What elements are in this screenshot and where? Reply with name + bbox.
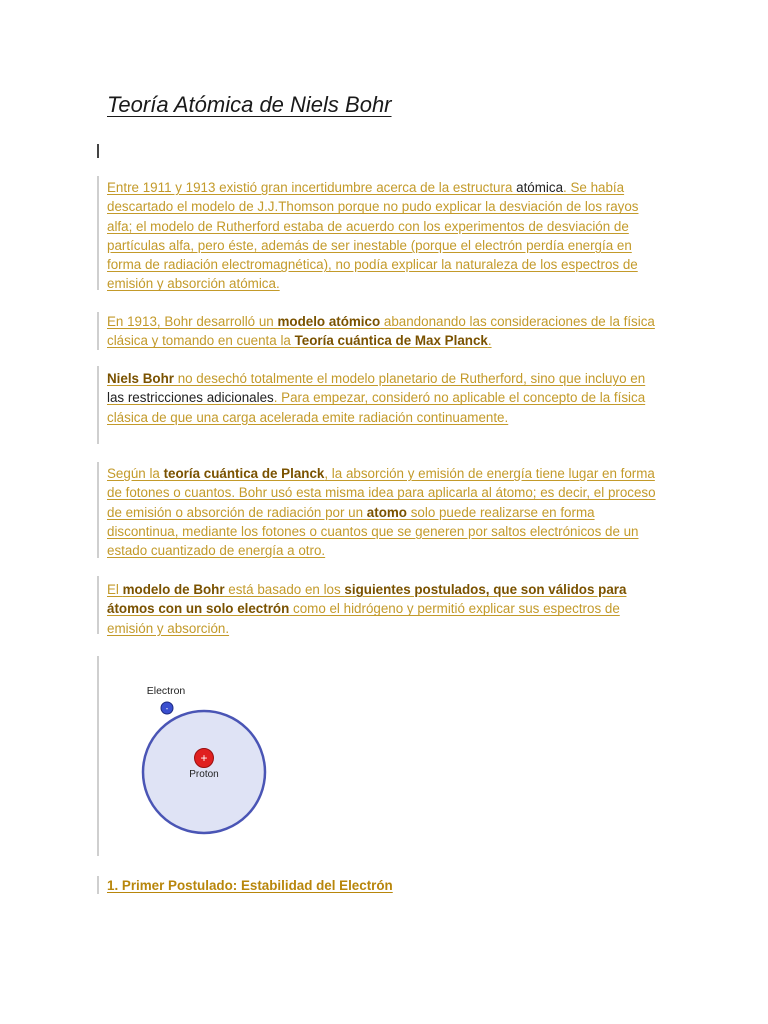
text: , la absorción y emisión de energía tiene lugar en forma de fotones o cuantos. Bohr usó esta misma idea para aplicarla al átomo; es decir, el proceso de emisión o absorción de radiación por un xyxy=(107,466,656,520)
proton-sign: + xyxy=(200,751,208,765)
text: El xyxy=(107,582,123,597)
paragraph-niels-bohr xyxy=(107,369,663,427)
page-title: Teoría Atómica de Niels Bohr xyxy=(107,92,392,117)
intro-text-2: . Se había descartado el modelo de J.J.Thomson porque no pudo explicar la desviación de los rayos alfa; el modelo de Rutherford estaba de acuerdo con los experimentos de desviación de partículas alfa, pero éste, además de ser inestable (porque el electrón perdía energía en forma de radiación electromagnética), no podía explicar la naturaleza de los espectros de emisión y absorción atómica. xyxy=(107,180,639,292)
text: En 1913, Bohr desarrolló un xyxy=(107,314,278,329)
text: Según la xyxy=(107,466,164,481)
bold-modelo-atomico[interactable]: modelo atómico xyxy=(277,314,381,329)
electron-label: Electron xyxy=(146,685,186,697)
margin-bar xyxy=(97,312,99,350)
electron-sign: - xyxy=(165,704,169,713)
paragraph-planck xyxy=(107,464,663,560)
postulate-1-heading[interactable]: 1. Primer Postulado: Estabilidad del Electrón xyxy=(107,878,393,893)
bold-teoria-planck[interactable]: Teoría cuántica de Max Planck xyxy=(294,333,488,349)
bohr-atom-diagram xyxy=(122,676,282,846)
bold-teoria-cuantica[interactable]: teoría cuántica de Planck xyxy=(163,466,325,481)
text: como el hidrógeno y permitió explicar sus espectros de emisión y absorción. xyxy=(107,601,620,636)
bold-modelo-bohr[interactable]: modelo de Bohr xyxy=(122,582,225,597)
bold-postulados[interactable]: siguientes postulados, que son válidos para átomos con un solo electrón xyxy=(107,582,627,617)
proton-label: Proton xyxy=(189,769,219,780)
text: . Para empezar, consideró no aplicable el concepto de la física clásica de que una carga acelerada emite radiación continuamente. xyxy=(107,390,646,425)
margin-bar xyxy=(97,366,99,444)
link-atomica[interactable]: atómica xyxy=(516,180,564,195)
margin-bar xyxy=(97,462,99,558)
bold-atomo[interactable]: atomo xyxy=(366,504,407,520)
text: . xyxy=(487,333,492,349)
paragraph-bohr-1913 xyxy=(107,312,663,351)
link-restricciones[interactable]: las restricciones adicionales xyxy=(107,390,274,406)
text: está basado en los xyxy=(224,582,345,597)
margin-bar xyxy=(97,876,99,894)
text: no desechó totalmente el modelo planetario de Rutherford, sino que incluyo en xyxy=(173,371,646,386)
text-cursor xyxy=(97,144,99,158)
paragraph-postulados xyxy=(107,580,663,638)
text: solo puede realizarse en forma discontinua, mediante los fotones o cuantos que se generen por saltos electrónicos de un estado cuantizado de energía a otro. xyxy=(107,504,639,559)
intro-text-1: Entre 1911 y 1913 existió gran incertidumbre acerca de la estructura xyxy=(107,180,517,195)
margin-bar xyxy=(97,576,99,634)
margin-bar xyxy=(97,656,99,856)
text: abandonando las consideraciones de la física clásica y tomando en cuenta la xyxy=(107,314,655,349)
paragraph-intro xyxy=(107,178,663,294)
bold-niels-bohr[interactable]: Niels Bohr xyxy=(107,371,174,386)
margin-bar xyxy=(97,176,99,290)
